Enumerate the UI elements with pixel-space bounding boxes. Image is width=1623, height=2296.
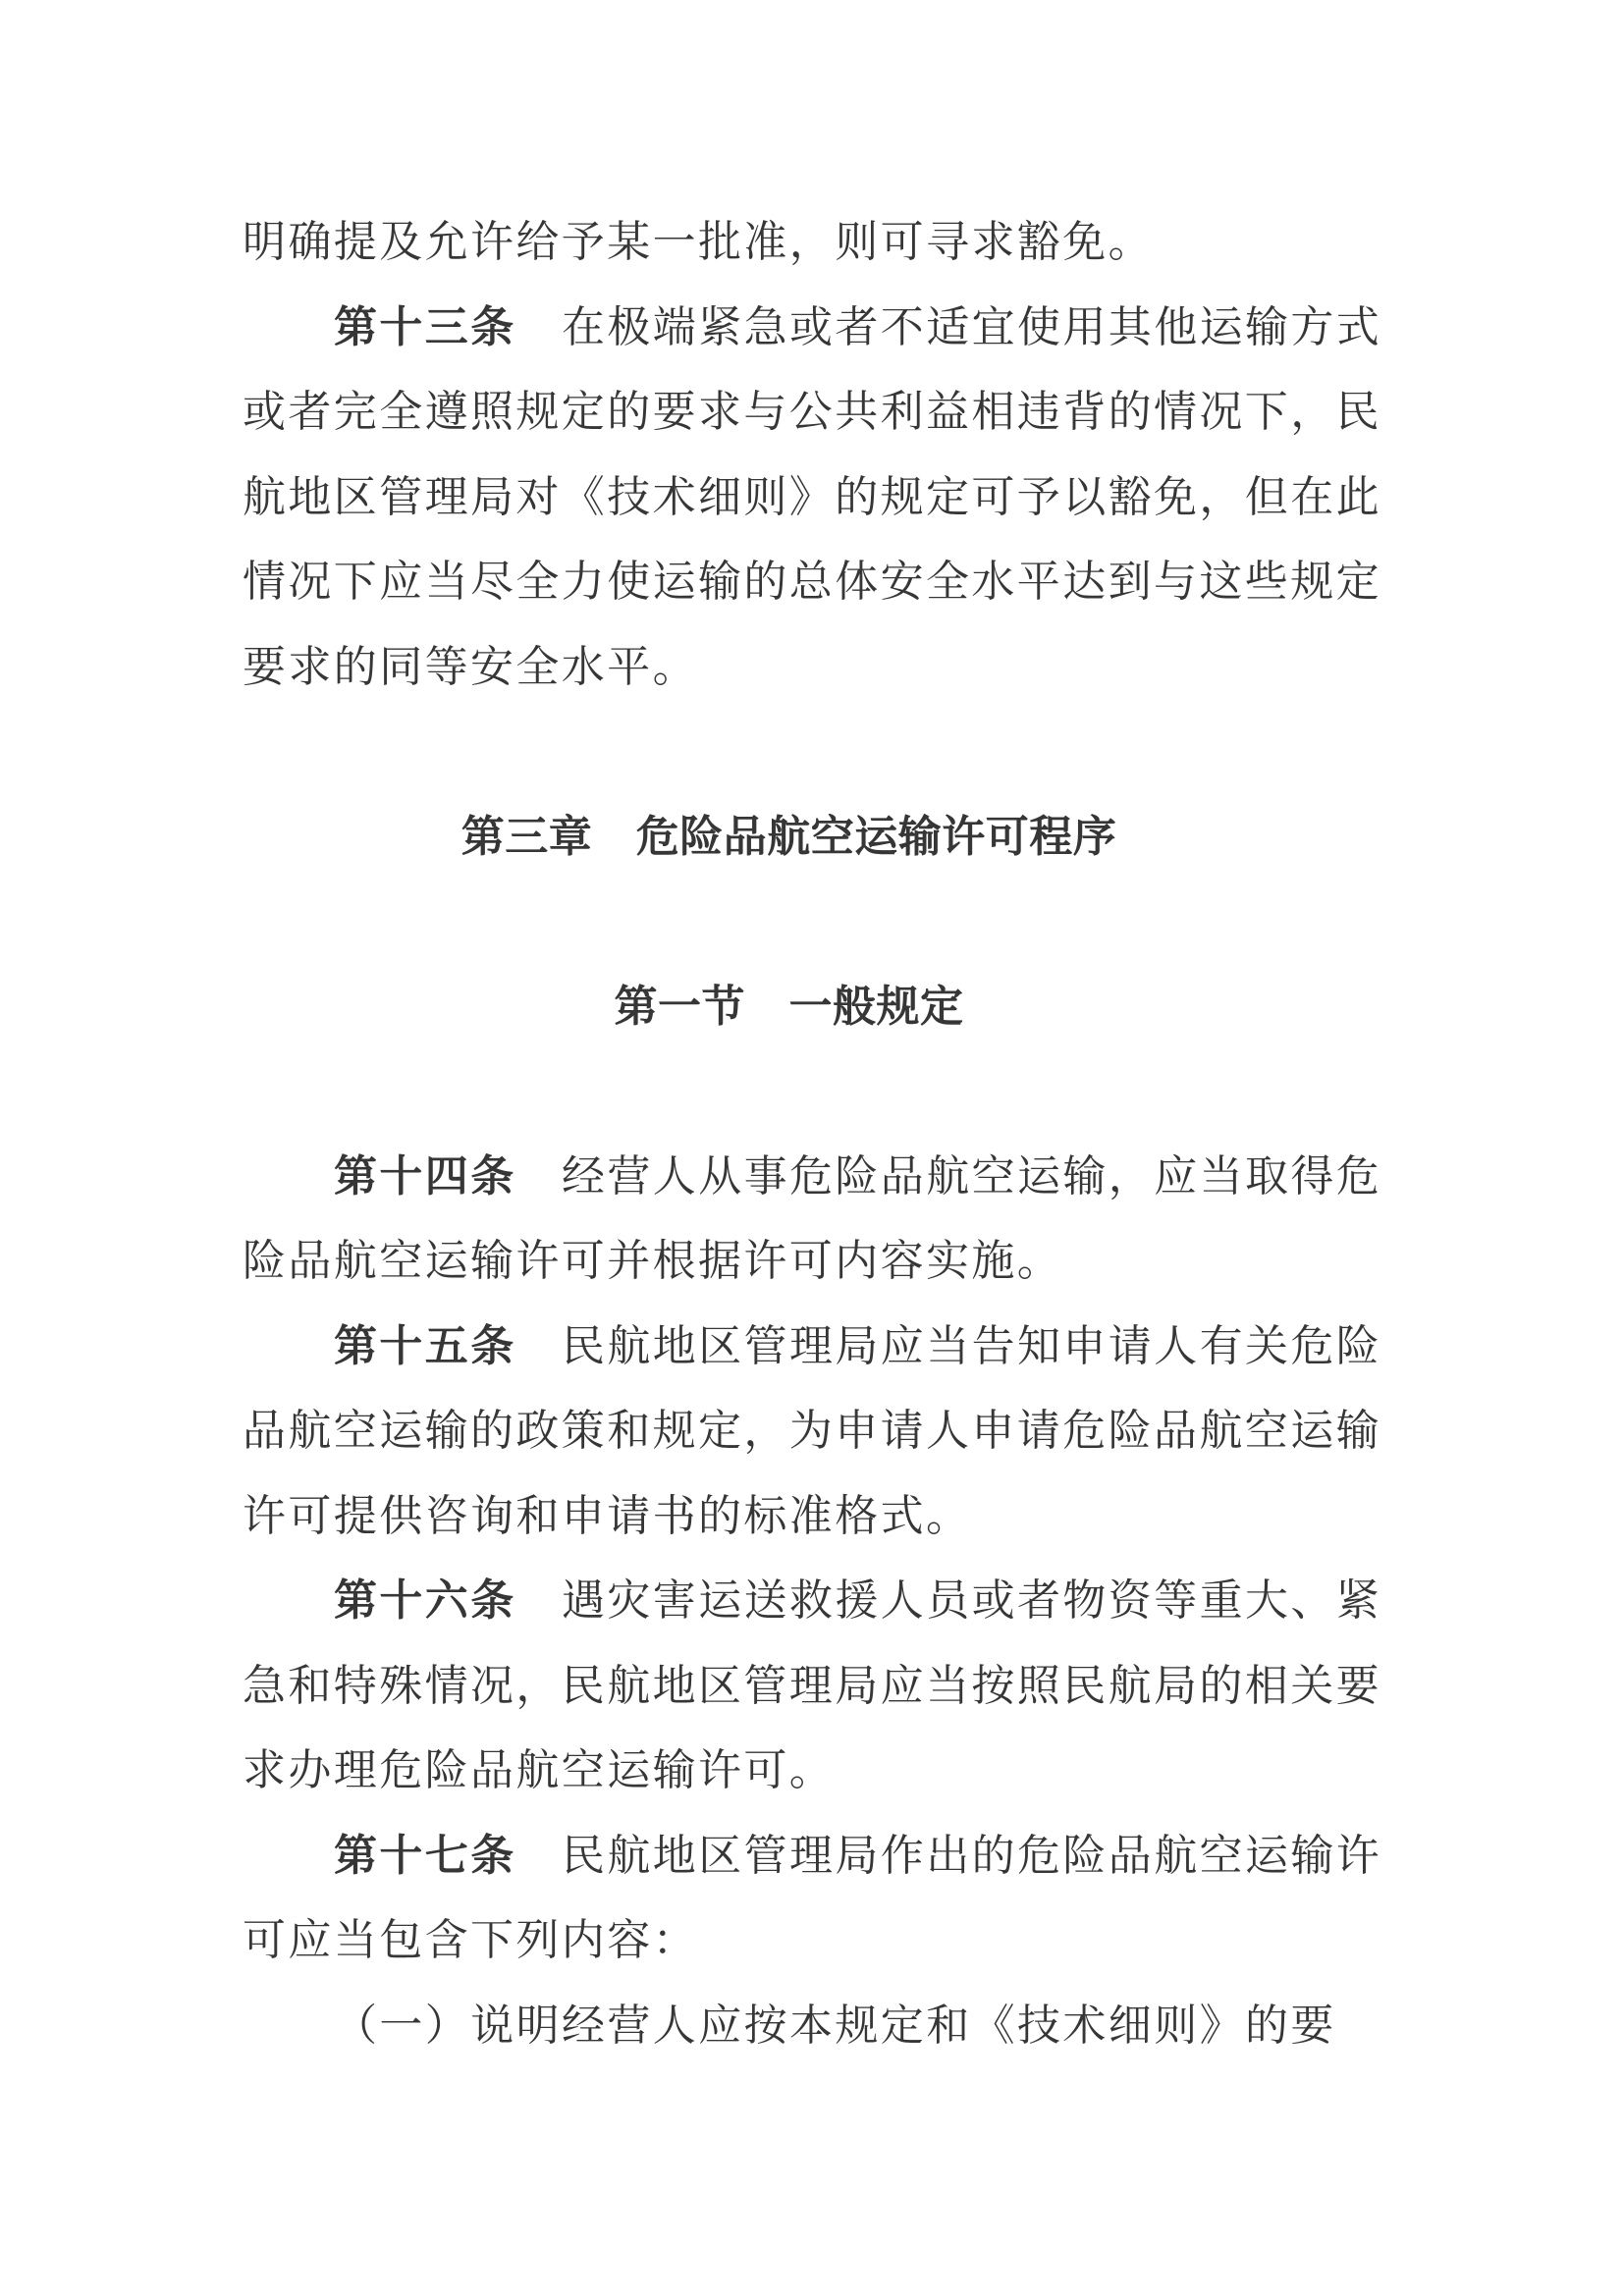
body-line: 或者完全遵照规定的要求与公共利益相违背的情况下，民 [243,388,1381,436]
line-text: 在极端紧急或者不适宜使用其他运输方式 [515,302,1382,351]
body-line: 许可提供咨询和申请书的标准格式。 [243,1491,972,1540]
body-line [243,1814,1382,1899]
line-text: 经营人从事危险品航空运输，应当取得危 [515,1151,1382,1201]
line-text: 民航地区管理局应当告知申请人有关危险 [515,1321,1382,1370]
body-line: 航地区管理局对《技术细则》的规定可予以豁免，但在此 [243,472,1381,521]
body-line: 求办理危险品航空运输许可。 [243,1746,836,1794]
article-number: 第十四条 [334,1151,516,1201]
article-number: 第十五条 [334,1321,516,1370]
line-text: 遇灾害运送救援人员或者物资等重大、紧 [515,1576,1382,1625]
body-line: （一）说明经营人应按本规定和《技术细则》的要 [334,2001,1336,2050]
body-line: 险品航空运输许可并根据许可内容实施。 [243,1237,1063,1285]
body-line [243,1559,1382,1644]
body-line: 情况下应当尽全力使运输的总体安全水平达到与这些规定 [243,558,1381,606]
blank-line [243,710,1335,795]
blank-line [243,880,1335,965]
article-number: 第十六条 [334,1576,516,1625]
body-line: 可应当包含下列内容： [243,1916,698,1964]
article-number: 第十七条 [334,1831,516,1880]
body-line: 品航空运输的政策和规定，为申请人申请危险品航空运输 [243,1407,1381,1455]
body-line [243,1135,1382,1220]
body-line: 明确提及允许给予某一批准，则可寻求豁免。 [243,218,1154,266]
body-line: 急和特殊情况，民航地区管理局应当按照民航局的相关要 [243,1661,1381,1710]
document-text-block [243,200,1382,2068]
body-line [243,1305,1382,1390]
body-line: 要求的同等安全水平。 [243,642,698,691]
body-line [243,286,1382,371]
section-heading: 第一节 一般规定 [614,982,964,1031]
line-text: 民航地区管理局作出的危险品航空运输许 [515,1831,1382,1880]
blank-line [243,1049,1335,1135]
section-heading: 第三章 危险品航空运输许可程序 [460,812,1117,861]
article-number: 第十三条 [334,302,516,351]
